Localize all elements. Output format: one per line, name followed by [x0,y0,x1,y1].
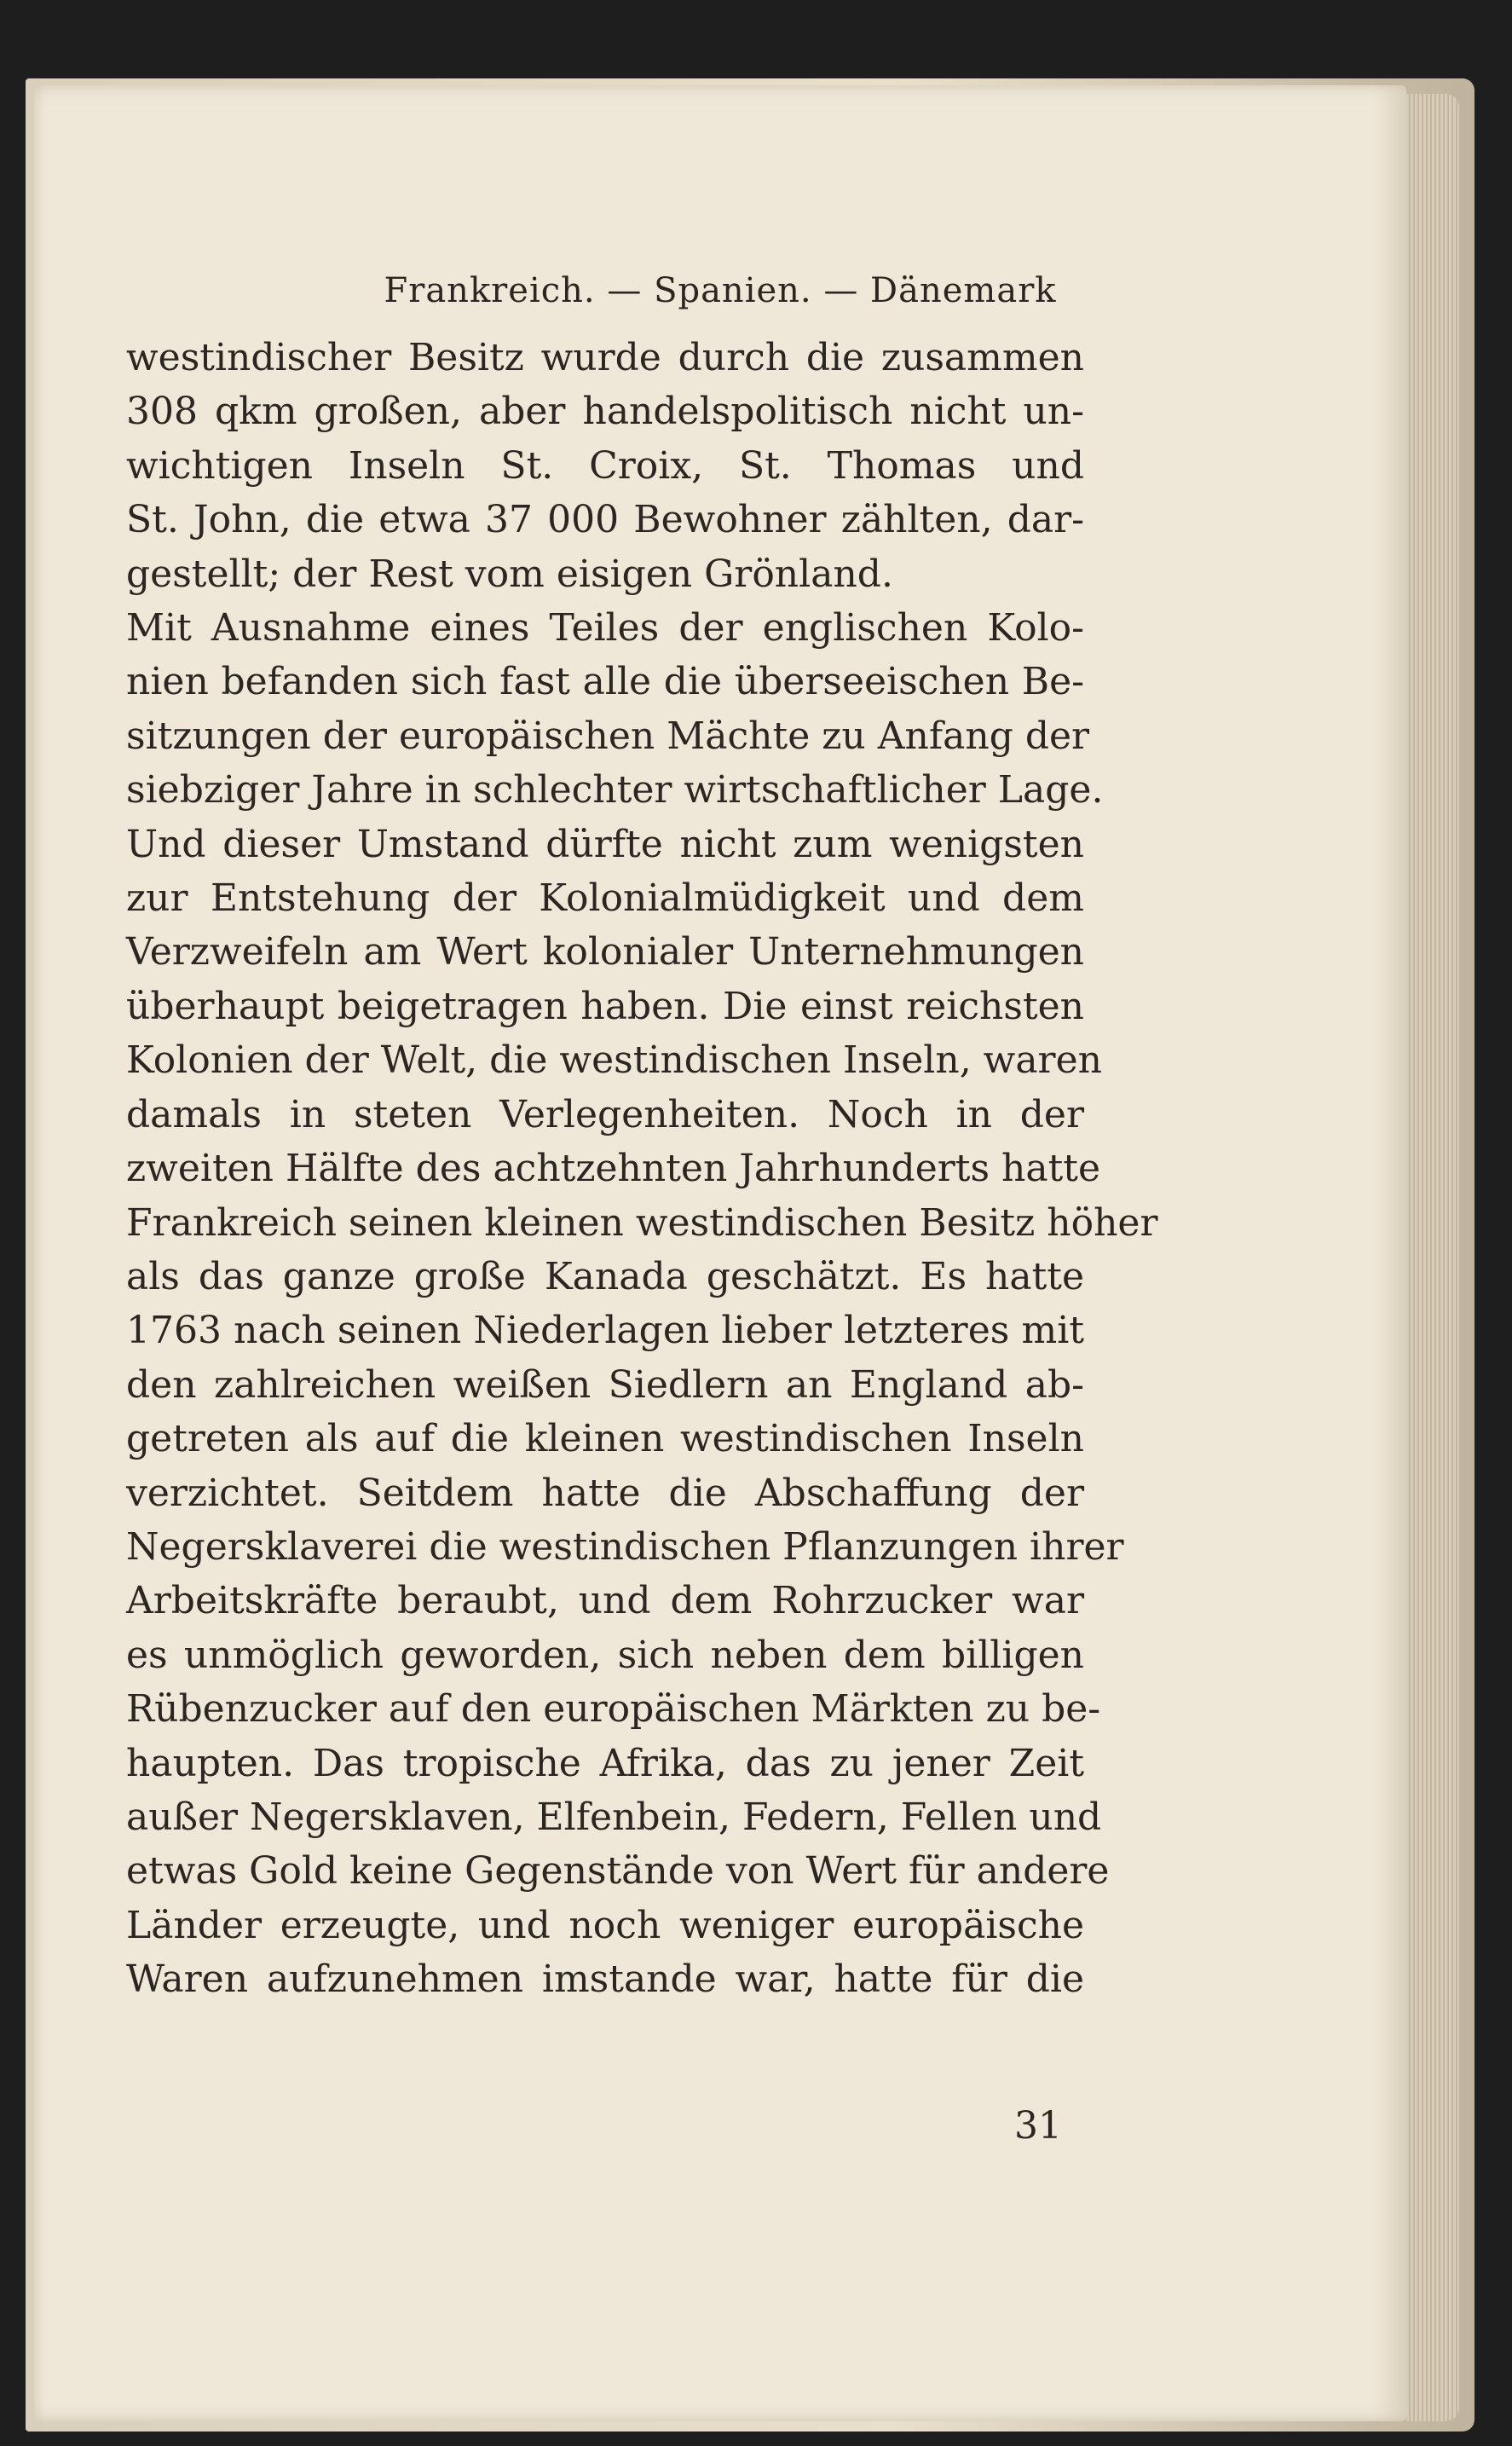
text-line: zweiten Hälfte des achtzehnten Jahrhunderts hatte [126,1147,1100,1191]
text-line: Und dieser Umstand dürfte nicht zum wenigsten [126,822,1084,866]
text-line: verzichtet. Seitdem hatte die Abschaffung der [126,1471,1084,1515]
text-line: Waren aufzunehmen imstande war, hatte für die [126,1957,1084,2002]
text-line: Rübenzucker auf den europäischen Märkten zu be- [126,1687,1101,1732]
text-line: wichtigen Inseln St. Croix, St. Thomas und [126,443,1084,488]
text-line: 1763 nach seinen Niederlagen lieber letzteres mit [126,1309,1084,1353]
text-line: überhaupt beigetragen haben. Die einst reichsten [126,984,1084,1028]
text-line: außer Negersklaven, Elfenbein, Federn, Fellen und [126,1795,1102,1839]
text-line: Verzweifeln am Wert kolonialer Unternehmungen [126,930,1084,974]
text-line: getreten als auf die kleinen westindischen Inseln [126,1417,1084,1461]
text-line: Kolonien der Welt, die westindischen Inseln, waren [126,1038,1102,1083]
text-line: den zahlreichen weißen Siedlern an England ab- [126,1362,1084,1407]
text-line: damals in steten Verlegenheiten. Noch in der [126,1092,1084,1136]
text-line: gestellt; der Rest vom eisigen Grönland. [126,552,893,596]
text-line: Arbeitskräfte beraubt, und dem Rohrzucker war [126,1579,1084,1623]
text-line: Frankreich seinen kleinen westindischen Besitz höher [126,1200,1158,1245]
text-line: siebziger Jahre in schlechter wirtschaftlicher Lage. [126,768,1104,812]
text-line: 308 qkm großen, aber handelspolitisch nicht un- [126,390,1084,434]
text-line: zur Entstehung der Kolonialmüdigkeit und dem [126,876,1084,921]
text-line: Länder erzeugte, und noch weniger europäische [126,1903,1084,1947]
page-block-edges [1406,94,1459,2421]
text-line: als das ganze große Kanada geschätzt. Es hatte [126,1254,1084,1298]
text-line: es unmöglich geworden, sich neben dem billigen [126,1633,1084,1677]
text-line: westindischer Besitz wurde durch die zusammen [126,336,1084,379]
text-line: haupten. Das tropische Afrika, das zu jener Zeit [126,1741,1084,1785]
text-line: nien befanden sich fast alle die überseeischen Be- [126,660,1084,704]
page-number: 31 [1014,2104,1062,2148]
text-line: St. John, die etwa 37 000 Bewohner zählten, dar- [126,498,1084,542]
text-line: etwas Gold keine Gegenstände von Wert für andere [126,1849,1110,1894]
text-line: sitzungen der europäischen Mächte zu Anfang der [126,714,1090,758]
text-line: Mit Ausnahme eines Teiles der englischen Kolo- [126,606,1084,651]
body-text [126,331,1158,2007]
running-header: Frankreich. — Spanien. — Dänemark [384,271,1057,310]
text-line: Negersklaverei die westindischen Pflanzungen ihrer [126,1524,1124,1569]
